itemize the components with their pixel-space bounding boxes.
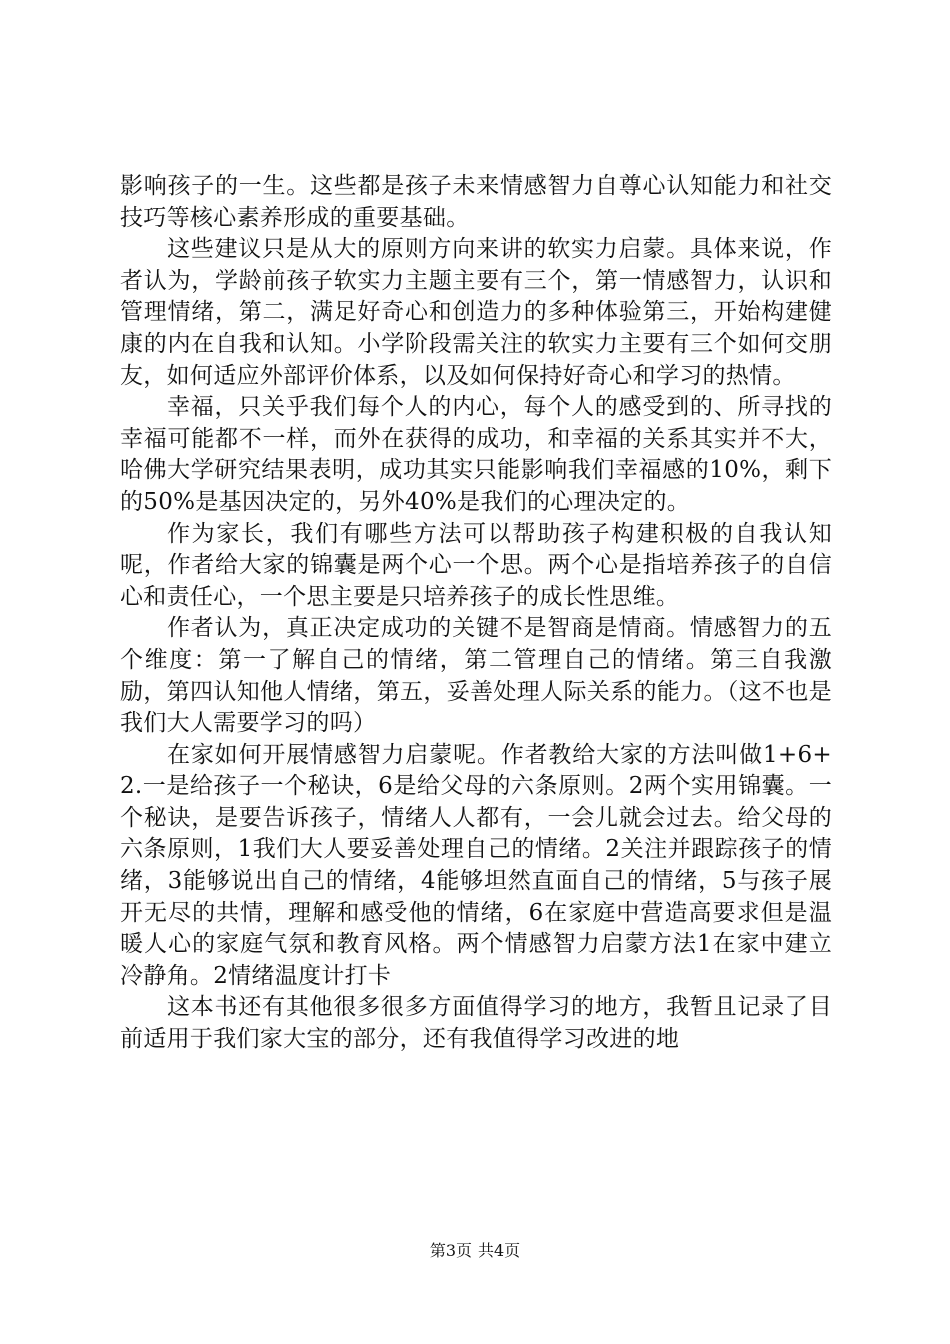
paragraph-2: 这些建议只是从大的原则方向来讲的软实力启蒙。具体来说，作者认为，学龄前孩子软实力主题主要有三个，第一情感智力，认识和管理情绪，第二，满足好奇心和创造力的多种体验第三，开始构建健康的内在自我和认知。小学阶段需关注的软实力主要有三个如何交朋友，如何适应外部评价体系，以及如何保持好奇心和学习的热情。 [120,236,832,389]
paragraph-4: 作为家长，我们有哪些方法可以帮助孩子构建积极的自我认知呢，作者给大家的锦囊是两个心一个思。两个心是指培养孩子的自信心和责任心，一个思主要是只培养孩子的成长性思维。 [120,520,832,610]
document-body [120,171,832,1056]
paragraph-6: 在家如何开展情感智力启蒙呢。作者教给大家的方法叫做1+6+2.一是给孩子一个秘诀，6是给父母的六条原则。2两个实用锦囊。一个秘诀，是要告诉孩子，情绪人人都有，一会儿就会过去。给父母的六条原则，1我们大人要妥善处理自己的情绪。2关注并跟踪孩子的情绪，3能够说出自己的情绪，4能够坦然直面自己的情绪，5与孩子展开无尽的共情，理解和感受他的情绪，6在家庭中营造高要求但是温暖人心的家庭气氛和教育风格。两个情感智力启蒙方法1在家中建立冷静角。2情绪温度计打卡 [120,741,832,989]
paragraph-1: 影响孩子的一生。这些都是孩子未来情感智力自尊心认知能力和社交技巧等核心素养形成的重要基础。 [120,173,832,231]
paragraph-3: 幸福，只关乎我们每个人的内心，每个人的感受到的、所寻找的幸福可能都不一样，而外在获得的成功，和幸福的关系其实并不大，哈佛大学研究结果表明，成功其实只能影响我们幸福感的10%，剩下的50%是基因决定的，另外40%是我们的心理决定的。 [120,394,832,515]
page-total: 共4页 [478,1241,521,1260]
page-footer [0,1241,950,1261]
page-number: 第3页 [429,1241,472,1260]
paragraph-5: 作者认为，真正决定成功的关键不是智商是情商。情感智力的五个维度：第一了解自己的情绪，第二管理自己的情绪。第三自我激励，第四认知他人情绪，第五，妥善处理人际关系的能力。（这不也是我们大人需要学习的吗） [120,615,832,737]
paragraph-7: 这本书还有其他很多很多方面值得学习的地方，我暂且记录了目前适用于我们家大宝的部分，还有我值得学习改进的地 [120,994,832,1053]
